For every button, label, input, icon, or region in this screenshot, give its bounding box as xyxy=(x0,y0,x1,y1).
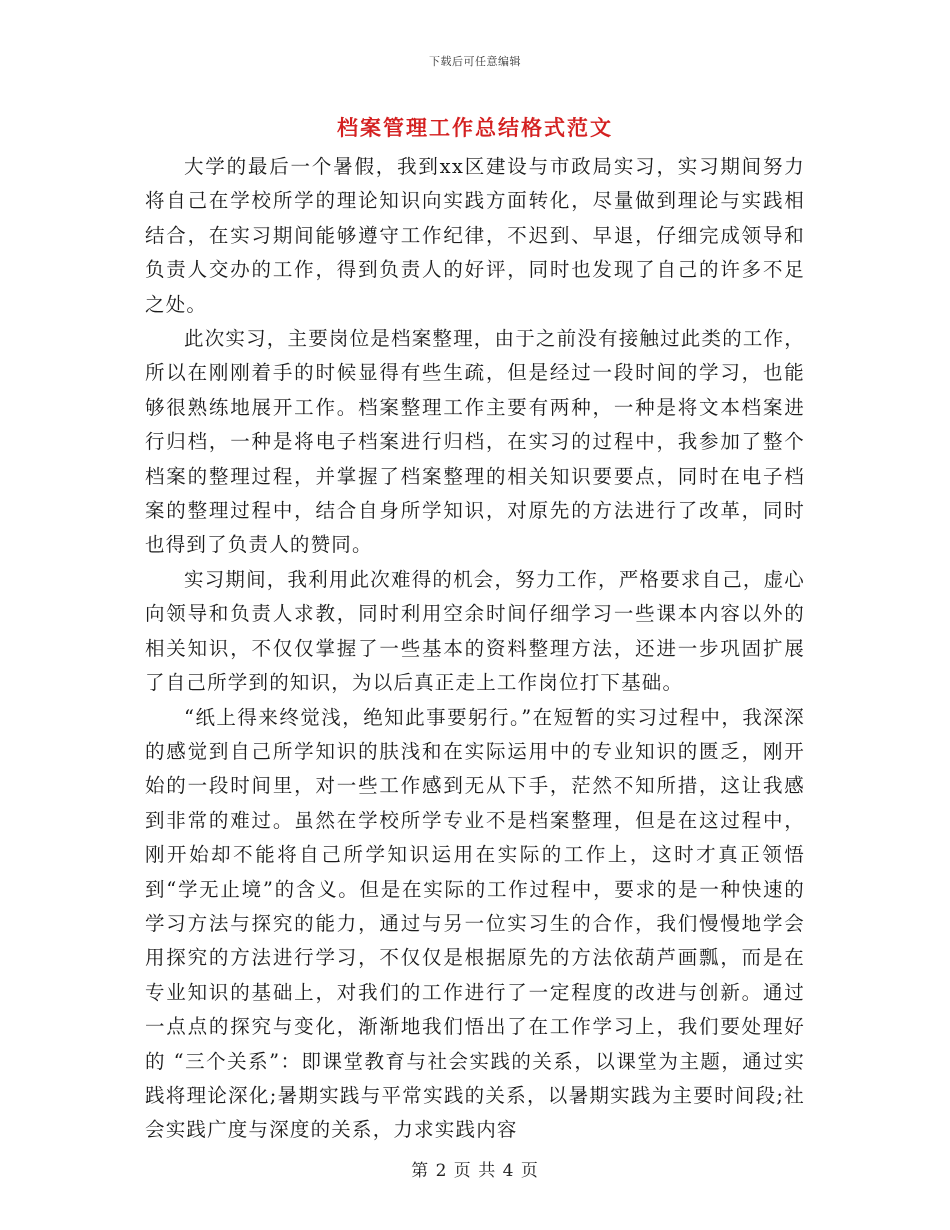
page-header-note: 下载后可任意编辑 xyxy=(429,55,521,68)
document-body xyxy=(145,150,805,1148)
document-title: 档案管理工作总结格式范文 xyxy=(337,115,613,140)
paragraph-2: 此次实习，主要岗位是档案整理，由于之前没有接触过此类的工作，所以在刚刚着手的时候显得有些生疏，但是经过一段时间的学习，也能够很熟练地展开工作。档案整理工作主要有两种，一种是将文本档案进行归档，一种是将电子档案进行归档，在实习的过程中，我参加了整个档案的整理过程，并掌握了档案整理的相关知识要要点，同时在电子档案的整理过程中，结合自身所学知识，对原先的方法进行了改革，同时也得到了负责人的赞同。 xyxy=(145,327,806,557)
paragraph-1: 大学的最后一个暑假，我到xx区建设与市政局实习，实习期间努力将自己在学校所学的理论知识向实践方面转化，尽量做到理论与实践相结合，在实习期间能够遵守工作纪律，不迟到、早退，仔细完成领导和负责人交办的工作，得到负责人的好评，同时也发现了自己的许多不足之处。 xyxy=(145,155,805,316)
paragraph-4: “纸上得来终觉浅，绝知此事要躬行。”在短暂的实习过程中，我深深的感觉到自己所学知识的肤浅和在实际运用中的专业知识的匮乏，刚开始的一段时间里，对一些工作感到无从下手，茫然不知所措，这让我感到非常的难过。虽然在学校所学专业不是档案整理，但是在这过程中，刚开始却不能将自己所学知识运用在实际的工作上，这时才真正领悟到“学无止境”的含义。但是在实际的工作过程中，要求的是一种快速的学习方法与探究的能力，通过与另一位实习生的合作，我们慢慢地学会用探究的方法进行学习，不仅仅是根据原先的方法依葫芦画瓢，而是在专业知识的基础上，对我们的工作进行了一定程度的改进与创新。通过一点点的探究与变化，渐渐地我们悟出了在工作学习上，我们要处理好的 “三个关系”：即课堂教育与社会实践的关系，以课堂为主题，通过实践将理论深化;暑期实践与平常实践的关系，以暑期实践为主要时间段;社会实践广度与深度的关系，力求实践内容 xyxy=(145,705,805,1142)
page-number-footer: 第 2 页 共 4 页 xyxy=(411,1161,539,1181)
paragraph-3: 实习期间，我利用此次难得的机会，努力工作，严格要求自己，虚心向领导和负责人求教，同时利用空余时间仔细学习一些课本内容以外的相关知识，不仅仅掌握了一些基本的资料整理方法，还进一步巩固扩展了自己所学到的知识，为以后真正走上工作岗位打下基础。 xyxy=(145,567,806,695)
